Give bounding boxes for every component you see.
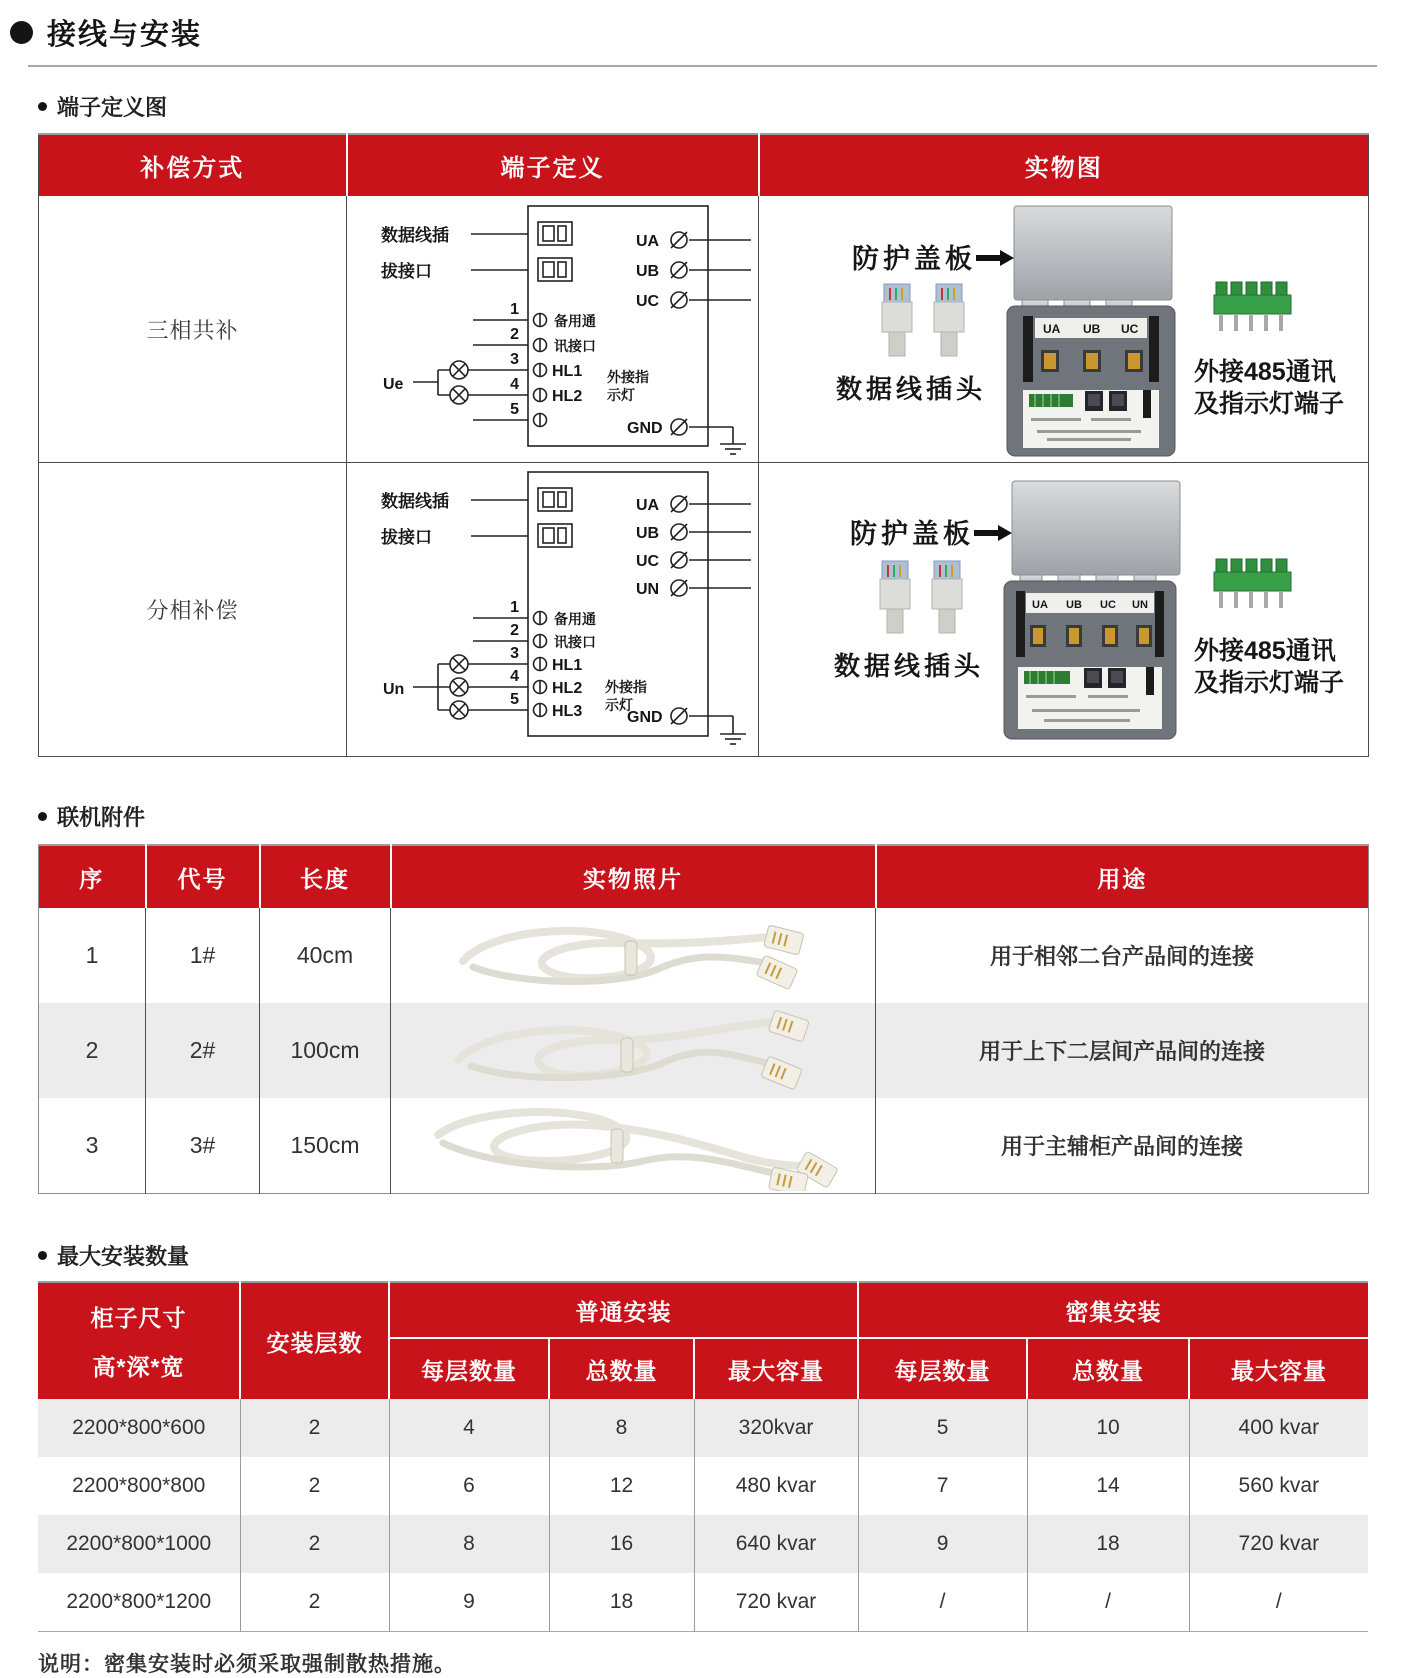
section1-title-label: 端子定义图	[57, 95, 168, 120]
pin-label: HL2	[551, 388, 582, 405]
t3-header-row-1	[38, 1282, 1368, 1338]
product-photo-split-phase	[764, 467, 1364, 753]
plugs-label: 数据线插头	[833, 650, 984, 681]
t1-diagram-cell	[347, 196, 759, 463]
t3-size-cell: 2200*800*800	[38, 1457, 240, 1515]
t1-header-mode: 补偿方式	[39, 134, 347, 196]
t3-header-dense-install: 密集安装	[858, 1282, 1368, 1338]
t3-dense-per-layer-cell: 7	[858, 1457, 1027, 1515]
t3-layers-cell: 2	[240, 1515, 389, 1573]
screw-terminal-icon	[671, 262, 687, 278]
table-row	[39, 908, 1369, 1003]
comm-label: 外接485通讯	[1193, 636, 1336, 665]
t3-header-cabinet-size	[38, 1282, 240, 1399]
panel-terminal-label: UN	[1131, 598, 1148, 611]
t2-length-cell: 100cm	[260, 1003, 391, 1098]
diagram-port-label: 拔接口	[380, 262, 432, 281]
panel-terminal-label: UB	[1065, 598, 1082, 611]
t1-photo-cell	[759, 463, 1369, 757]
t3-normal-total-cell: 8	[549, 1399, 694, 1457]
cable-photo-icon	[403, 911, 863, 1001]
t3-dense-per-layer-cell: 9	[858, 1515, 1027, 1573]
t2-photo-cell	[391, 1003, 876, 1098]
t2-seq-cell: 1	[39, 908, 146, 1003]
indicator-lamp-icon	[450, 655, 468, 673]
pin-terminal-icon	[533, 414, 546, 427]
plugs-label: 数据线插头	[835, 374, 986, 404]
pin-number: 4	[509, 667, 519, 685]
header-divider	[28, 65, 1377, 67]
section-max-install-title	[38, 1240, 1368, 1271]
t2-usage-cell: 用于上下二层间产品间的连接	[876, 1003, 1369, 1098]
diagram-port-label: 拔接口	[380, 527, 432, 547]
product-photo-three-phase	[764, 198, 1364, 460]
pin-terminal-icon	[533, 339, 546, 352]
screw-terminal-icon	[671, 496, 687, 512]
terminal-label: UA	[635, 496, 659, 514]
pin-label: HL2	[551, 679, 582, 697]
pin-terminal-icon	[533, 680, 546, 693]
section2-title-label: 联机附件	[57, 805, 146, 830]
pin-number: 5	[509, 401, 519, 418]
pin-terminal-icon	[533, 634, 546, 647]
device-photo	[1007, 306, 1175, 456]
t2-usage-cell: 用于主辅柜产品间的连接	[876, 1098, 1369, 1194]
pin-label: HL3	[551, 702, 582, 720]
pin-terminal-icon	[533, 389, 546, 402]
terminal-label: UN	[635, 580, 659, 598]
screw-terminal-icon	[671, 419, 687, 435]
pin-label: HL1	[551, 656, 582, 674]
t1-diagram-cell	[347, 463, 759, 757]
t3-dense-capacity-cell: /	[1189, 1573, 1368, 1632]
t2-photo-cell	[391, 908, 876, 1003]
t2-header-seq: 序	[39, 845, 146, 908]
t3-normal-capacity-cell: 720 kvar	[694, 1573, 858, 1632]
t1-header-photo: 实物图	[759, 134, 1369, 196]
cable-photo-icon	[403, 1101, 863, 1191]
t3-subheader-total: 总数量	[549, 1338, 694, 1399]
voltage-label: Ue	[382, 376, 403, 393]
t2-length-cell: 150cm	[260, 1098, 391, 1194]
rj-plug-icon	[934, 284, 964, 356]
t3-subheader-per-layer: 每层数量	[858, 1338, 1027, 1399]
page-header	[0, 0, 1405, 53]
pin-number: 3	[509, 351, 519, 368]
table-row	[38, 1515, 1368, 1573]
t3-normal-capacity-cell: 480 kvar	[694, 1457, 858, 1515]
t3-size-cell: 2200*800*1000	[38, 1515, 240, 1573]
cover-label: 防护盖板	[849, 518, 974, 549]
cover-label: 防护盖板	[851, 244, 976, 274]
cable-photo-icon	[403, 1006, 863, 1096]
section3-title-label: 最大安装数量	[57, 1244, 190, 1269]
pin-label: 讯接口	[553, 633, 596, 650]
wiring-diagram-three-phase	[353, 200, 753, 458]
cabinet-size-line2: 高*深*宽	[92, 1354, 185, 1380]
pin-label: 备用通	[553, 313, 596, 329]
dot-bullet-icon	[38, 102, 47, 111]
t3-normal-per-layer-cell: 6	[389, 1457, 549, 1515]
table-row	[39, 1003, 1369, 1098]
screw-terminal-icon	[671, 708, 687, 724]
pin-label: 备用通	[553, 610, 596, 627]
diagram-port-label: 数据线插	[380, 226, 449, 245]
pin-number: 1	[509, 301, 519, 318]
t1-mode-cell: 三相共补	[39, 196, 347, 463]
t2-usage-cell: 用于相邻二台产品间的连接	[876, 908, 1369, 1003]
t2-code-cell: 3#	[146, 1098, 260, 1194]
rj-plug-icon	[882, 284, 912, 356]
page-title: 接线与安装	[47, 19, 203, 51]
terminal-label: UB	[635, 263, 659, 280]
ext-indicator-label: 外接指	[606, 369, 649, 385]
t3-subheader-capacity: 最大容量	[1189, 1338, 1368, 1399]
panel-terminal-label: UC	[1099, 598, 1116, 611]
comm-label: 外接485通讯	[1193, 358, 1336, 386]
comm-label: 及指示灯端子	[1193, 668, 1344, 697]
ext-indicator-label: 示灯	[606, 387, 635, 403]
panel-terminal-label: UC	[1120, 322, 1138, 336]
panel-terminal-label: UA	[1042, 322, 1060, 336]
voltage-label: Un	[382, 680, 404, 698]
t2-header-row	[39, 845, 1369, 908]
wiring-diagram-split-phase	[353, 466, 753, 754]
dot-bullet-icon	[38, 812, 47, 821]
screw-terminal-icon	[671, 524, 687, 540]
cabinet-size-line1: 柜子尺寸	[90, 1305, 187, 1331]
pin-number: 5	[509, 690, 519, 708]
t3-subheader-total: 总数量	[1027, 1338, 1189, 1399]
cover-arrow-icon	[976, 250, 1014, 266]
t3-subheader-capacity: 最大容量	[694, 1338, 858, 1399]
rj-plug-icon	[880, 561, 910, 633]
terminal-label: UC	[635, 293, 659, 310]
t3-normal-per-layer-cell: 4	[389, 1399, 549, 1457]
diagram-port-label: 数据线插	[380, 491, 449, 511]
t1-mode-cell: 分相补偿	[39, 463, 347, 757]
t3-normal-capacity-cell: 320kvar	[694, 1399, 858, 1457]
indicator-lamp-icon	[450, 361, 468, 379]
table-row	[38, 1399, 1368, 1457]
panel-terminal-label: UA	[1031, 598, 1048, 611]
ground-icon	[720, 444, 746, 454]
table-row	[39, 463, 1369, 757]
ext-indicator-label: 示灯	[604, 696, 633, 713]
t3-size-cell: 2200*800*1200	[38, 1573, 240, 1632]
t3-dense-total-cell: 18	[1027, 1515, 1189, 1573]
t1-header-row	[39, 134, 1369, 196]
panel-terminal-label: UB	[1082, 322, 1100, 336]
t3-dense-capacity-cell: 720 kvar	[1189, 1515, 1368, 1573]
ext-indicator-label: 外接指	[604, 678, 647, 695]
max-install-table	[38, 1281, 1368, 1632]
t2-seq-cell: 2	[39, 1003, 146, 1098]
t3-normal-total-cell: 18	[549, 1573, 694, 1632]
rj-plug-icon	[932, 561, 962, 633]
t3-dense-total-cell: 14	[1027, 1457, 1189, 1515]
pin-terminal-icon	[533, 703, 546, 716]
indicator-lamp-icon	[450, 701, 468, 719]
pin-label: 讯接口	[553, 338, 596, 354]
section-accessories-title	[38, 801, 1368, 832]
t2-code-cell: 1#	[146, 908, 260, 1003]
green-terminal-block-icon	[1214, 559, 1291, 608]
t3-layers-cell: 2	[240, 1457, 389, 1515]
gnd-label: GND	[626, 420, 663, 437]
t3-dense-per-layer-cell: 5	[858, 1399, 1027, 1457]
cover-arrow-icon	[974, 525, 1012, 541]
gnd-label: GND	[626, 708, 663, 726]
t2-seq-cell: 3	[39, 1098, 146, 1194]
indicator-lamp-icon	[450, 678, 468, 696]
t3-subheader-per-layer: 每层数量	[389, 1338, 549, 1399]
t1-header-terminal-def: 端子定义	[347, 134, 759, 196]
t3-dense-total-cell: 10	[1027, 1399, 1189, 1457]
t2-photo-cell	[391, 1098, 876, 1194]
pin-number: 3	[509, 644, 519, 662]
t3-header-normal-install: 普通安装	[389, 1282, 858, 1338]
screw-terminal-icon	[671, 552, 687, 568]
terminal-label: UA	[635, 233, 659, 250]
t1-photo-cell	[759, 196, 1369, 463]
t3-normal-per-layer-cell: 8	[389, 1515, 549, 1573]
pin-label: HL1	[551, 363, 582, 380]
accessories-table	[38, 844, 1369, 1194]
terminal-label: UB	[635, 524, 659, 542]
pin-terminal-icon	[533, 657, 546, 670]
t2-header-length: 长度	[260, 845, 391, 908]
screw-terminal-icon	[671, 580, 687, 596]
pin-number: 1	[509, 598, 519, 616]
device-photo	[1004, 581, 1176, 739]
t2-length-cell: 40cm	[260, 908, 391, 1003]
ground-icon	[720, 734, 746, 744]
t2-header-usage: 用途	[876, 845, 1369, 908]
indicator-lamp-icon	[450, 386, 468, 404]
t2-header-photo: 实物照片	[391, 845, 876, 908]
screw-terminals	[1041, 350, 1143, 372]
t3-dense-total-cell: /	[1027, 1573, 1189, 1632]
protective-cover	[1012, 481, 1180, 593]
t3-normal-total-cell: 16	[549, 1515, 694, 1573]
section-bullet-icon	[10, 21, 33, 44]
screw-terminal-icon	[671, 292, 687, 308]
pin-number: 2	[509, 621, 519, 639]
t3-header-layers: 安装层数	[240, 1282, 389, 1399]
comm-label: 及指示灯端子	[1193, 390, 1344, 418]
t3-dense-per-layer-cell: /	[858, 1573, 1027, 1632]
pin-terminal-icon	[533, 611, 546, 624]
t3-normal-capacity-cell: 640 kvar	[694, 1515, 858, 1573]
t3-dense-capacity-cell: 560 kvar	[1189, 1457, 1368, 1515]
t3-size-cell: 2200*800*600	[38, 1399, 240, 1457]
pin-number: 4	[509, 376, 519, 393]
protective-cover	[1014, 206, 1172, 319]
t3-normal-per-layer-cell: 9	[389, 1573, 549, 1632]
green-terminal-block-icon	[1214, 282, 1291, 331]
pin-terminal-icon	[533, 314, 546, 327]
table-row	[39, 1098, 1369, 1194]
t2-header-code: 代号	[146, 845, 260, 908]
table-row	[38, 1573, 1368, 1632]
pin-number: 2	[509, 326, 519, 343]
terminal-definition-table	[38, 133, 1369, 757]
t3-normal-total-cell: 12	[549, 1457, 694, 1515]
dot-bullet-icon	[38, 1251, 47, 1260]
t3-layers-cell: 2	[240, 1573, 389, 1632]
section-terminal-definition-title	[38, 91, 1368, 122]
table-row	[39, 196, 1369, 463]
table-row	[38, 1457, 1368, 1515]
t3-layers-cell: 2	[240, 1399, 389, 1457]
t2-code-cell: 2#	[146, 1003, 260, 1098]
footnote: 说明：密集安装时必须采取强制散热措施。	[38, 1653, 456, 1676]
t3-dense-capacity-cell: 400 kvar	[1189, 1399, 1368, 1457]
screw-terminal-icon	[671, 232, 687, 248]
pin-terminal-icon	[533, 364, 546, 377]
terminal-label: UC	[635, 552, 659, 570]
